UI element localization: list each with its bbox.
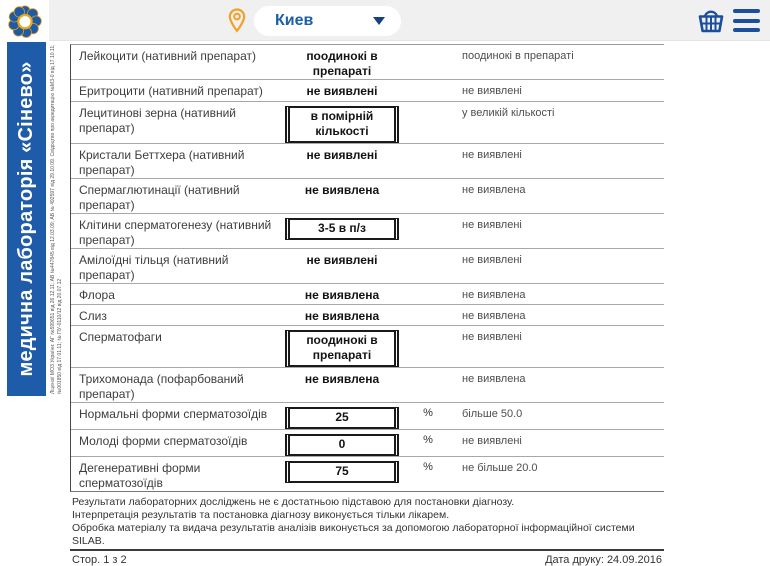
- chevron-down-icon: [373, 17, 385, 25]
- brand-sidebar: [7, 42, 46, 396]
- basket-button[interactable]: [695, 7, 727, 35]
- location-pin-icon: [226, 7, 248, 34]
- reference-value: не виявлена: [462, 289, 526, 301]
- table-row: [71, 326, 664, 368]
- reference-value: не виявлена: [462, 373, 526, 385]
- table-row: [71, 284, 664, 305]
- footnote-line: Результати лабораторних досліджень не є достатньою підставою для постановки діагнозу.: [72, 496, 515, 508]
- result-value: не виявлена: [304, 288, 380, 302]
- param-name: Флора: [79, 288, 115, 302]
- param-name: Трихомонада (пофарбований препарат): [79, 372, 244, 401]
- table-row: [71, 179, 664, 214]
- reference-value: не виявлена: [462, 184, 526, 196]
- reference-value: у великій кількості: [462, 107, 555, 119]
- unit-label: %: [423, 461, 433, 473]
- result-box: 0: [285, 434, 399, 456]
- reference-value: не більше 20.0: [462, 462, 538, 474]
- param-name: Молоді форми сперматозоїдів: [79, 434, 248, 448]
- reference-value: поодинокі в препараті: [462, 50, 574, 62]
- brand-vertical-text: медична лабораторія «Сінево»: [15, 61, 37, 377]
- table-row: [71, 457, 664, 491]
- param-name: Амілоїдні тільця (нативний препарат): [79, 253, 229, 282]
- param-name: Еритроцити (нативний препарат): [79, 84, 263, 98]
- table-row: [71, 403, 664, 430]
- report-table: [70, 44, 664, 492]
- logo-tile[interactable]: [0, 0, 49, 43]
- result-box: поодинокі в препараті: [285, 330, 399, 367]
- reference-value: не виявлені: [462, 331, 522, 343]
- result-value: не виявлена: [304, 183, 380, 197]
- location-group: [226, 0, 401, 41]
- table-row: [71, 45, 664, 80]
- reference-value: більше 50.0: [462, 408, 523, 420]
- unit-label: %: [423, 407, 433, 419]
- table-row: [71, 305, 664, 326]
- print-date: Дата друку: 24.09.2016: [545, 554, 662, 566]
- reference-value: не виявлені: [462, 254, 522, 266]
- result-value: не виявлена: [304, 309, 380, 323]
- menu-button[interactable]: [733, 9, 760, 32]
- page-number: Стор. 1 з 2: [72, 554, 127, 566]
- param-name: Слиз: [79, 309, 107, 323]
- table-row: [71, 102, 664, 144]
- table-row: [71, 144, 664, 179]
- result-value: не виявлені: [306, 148, 378, 162]
- table-row: [71, 249, 664, 284]
- result-value: не виявлені: [306, 253, 378, 267]
- license-vertical-text-wrap: [50, 44, 64, 394]
- param-name: Спермаглютинації (нативний препарат): [79, 183, 240, 212]
- app-header: [0, 0, 770, 41]
- result-box: в помірній кількості: [285, 106, 399, 143]
- param-name: Лецитинові зерна (нативний препарат): [79, 106, 236, 135]
- result-box: 25: [285, 407, 399, 429]
- footnote-line: Інтерпретація результатів та постановка діагнозу виконується тільки лікарем.: [72, 509, 450, 521]
- table-row: [71, 214, 664, 249]
- city-dropdown[interactable]: [254, 6, 401, 36]
- page-footer: [70, 551, 664, 566]
- result-value: не виявлена: [304, 372, 380, 386]
- param-name: Дегенеративні форми сперматозоїдів: [79, 461, 201, 490]
- table-row: [71, 368, 664, 403]
- reference-value: не виявлені: [462, 85, 522, 97]
- footnote-line: Обробка матеріалу та видача результатів аналізів виконується за допомогою лабораторної інформаційної системи SILAB.: [72, 522, 635, 547]
- report-page: [70, 44, 664, 566]
- reference-value: не виявлені: [462, 219, 522, 231]
- city-label: Киев: [275, 11, 314, 29]
- result-value: поодинокі в препараті: [306, 49, 378, 78]
- synevo-flower-logo: [4, 2, 46, 42]
- reference-value: не виявлені: [462, 149, 522, 161]
- basket-icon: [695, 7, 727, 35]
- reference-value: не виявлені: [462, 435, 522, 447]
- unit-label: %: [423, 434, 433, 446]
- param-name: Кристали Беттхера (нативний препарат): [79, 148, 245, 177]
- result-value: не виявлені: [306, 84, 378, 98]
- result-box: 3-5 в п/з: [285, 218, 399, 240]
- param-name: Лейкоцити (нативний препарат): [79, 49, 256, 63]
- table-row: [71, 430, 664, 457]
- param-name: Клітини сперматогенезу (нативний препарат): [79, 218, 272, 247]
- hamburger-icon: [733, 9, 760, 13]
- reference-value: не виявлена: [462, 310, 526, 322]
- param-name: Нормальні форми сперматозоїдів: [79, 407, 268, 421]
- footnotes: [70, 492, 664, 548]
- table-row: [71, 80, 664, 102]
- license-vertical-text: Ліцензії МОЗ України: АГ №599651 від 26.12.11; АВ №447845 від 12.03.09; АВ № 492597 від 29.10.09. Свідоцтво про акредитацію №МЗ-0 від 17.10.11; №001850 від 17.01.11; № ПУ-0110/12 від 20.07.12: [50, 44, 63, 394]
- result-box: 75: [285, 461, 399, 483]
- param-name: Сперматофаги: [79, 330, 162, 344]
